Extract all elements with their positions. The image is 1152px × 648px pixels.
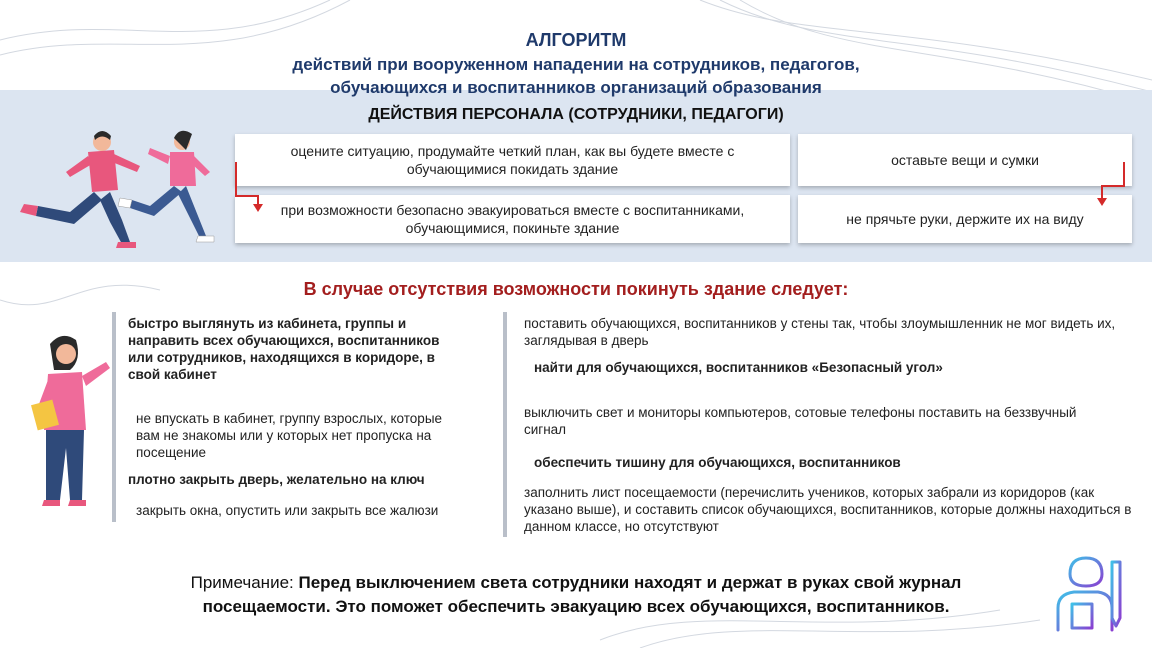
staff-action-card-show-hands: не прячьте руки, держите их на виду — [798, 195, 1132, 243]
left-item-lock-door: плотно закрыть дверь, желательно на ключ — [128, 472, 425, 487]
staff-action-card-evacuate: при возможности безопасно эвакуироваться вместе с воспитанниками, обучающимися, покиньте здание — [235, 195, 790, 243]
right-item-attendance-list: заполнить лист посещаемости (перечислить учеников, которых забрали из коридоров (как указано выше), и составить список обучающихся, воспитанников, которые должны находиться в данном классе, но отсутствуют — [524, 485, 1132, 534]
note-text-1: Перед выключением света сотрудники находят и держат в руках свой журнал — [298, 573, 962, 592]
left-column-bar — [112, 312, 116, 522]
left-item-close-windows: закрыть окна, опустить или закрыть все жалюзи — [136, 503, 439, 518]
right-item-silence: обеспечить тишину для обучающихся, воспитанников — [534, 455, 901, 470]
right-item-lights-off: выключить свет и мониторы компьютеров, сотовые телефоны поставить на беззвучный сигнал — [524, 405, 1077, 437]
left-item-no-strangers: не впускать в кабинет, группу взрослых, которые вам не знакомы или у которых нет пропуска на посещение — [136, 411, 443, 460]
left-item-redirect-people: быстро выглянуть из кабинета, группы и направить всех обучающихся, воспитанников или сотрудников, находящихся в коридоре, в свой кабинет — [128, 316, 440, 382]
staff-action-card-leave-bags: оставьте вещи и сумки — [798, 134, 1132, 186]
note-text-2: посещаемости. Это поможет обеспечить эвакуацию всех обучающихся, воспитанников. — [202, 597, 950, 616]
title-algorithm: АЛГОРИТМ — [525, 30, 627, 50]
note-line-1 — [0, 572, 1152, 594]
running-people-illustration — [10, 120, 225, 260]
arrow-down-icon — [1090, 160, 1130, 215]
teacher-icon — [1052, 552, 1132, 634]
teacher-illustration — [20, 330, 115, 515]
subtitle-line-1: действий при вооруженном нападении на сотрудников, педагогов, — [292, 55, 860, 74]
right-item-stand-by-wall: поставить обучающихся, воспитанников у стены так, чтобы злоумышленник не мог видеть их, заглядывая в дверь — [524, 316, 1116, 348]
no-exit-heading: В случае отсутствия возможности покинуть здание следует: — [303, 279, 849, 299]
note-label: Примечание: — [190, 573, 294, 592]
right-column-bar — [503, 312, 507, 537]
staff-actions-heading: ДЕЙСТВИЯ ПЕРСОНАЛА (СОТРУДНИКИ, ПЕДАГОГИ) — [368, 106, 784, 123]
right-item-safe-corner: найти для обучающихся, воспитанников «Безопасный угол» — [534, 360, 943, 375]
subtitle-line-2: обучающихся и воспитанников организаций образования — [330, 78, 822, 97]
staff-action-card-plan: оцените ситуацию, продумайте четкий план, как вы будете вместе с обучающимися покидать здание — [235, 134, 790, 186]
arrow-down-icon — [230, 160, 270, 215]
